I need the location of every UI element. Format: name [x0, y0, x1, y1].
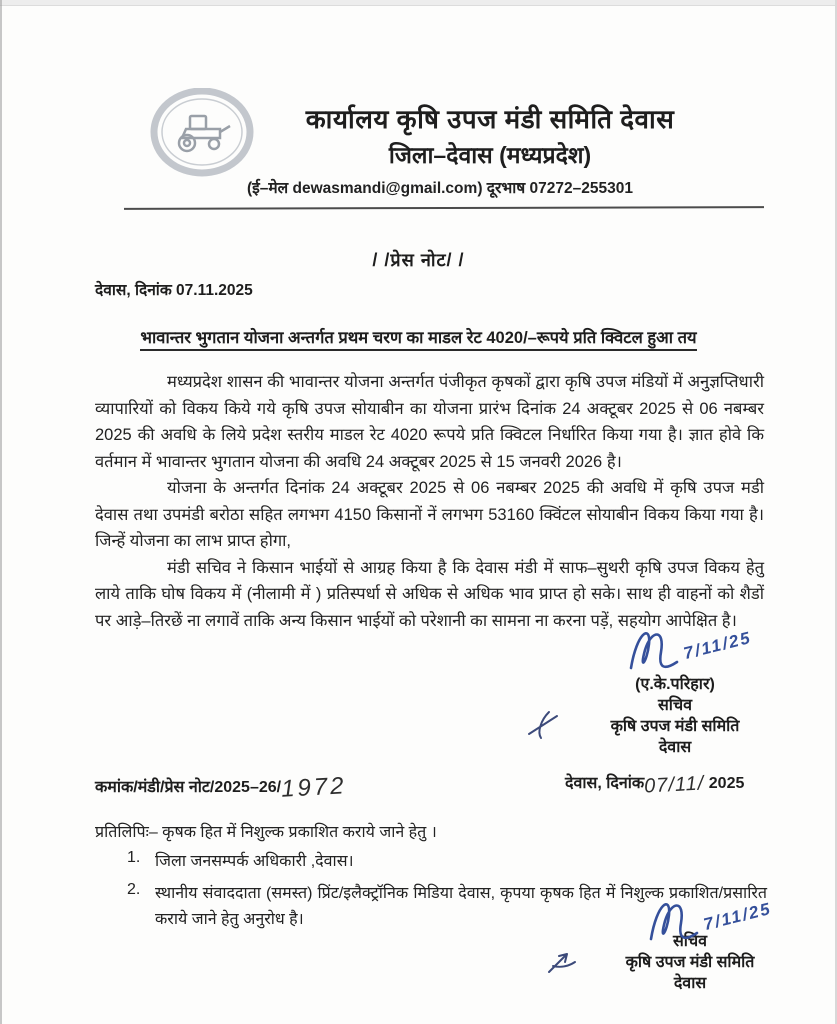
reference-date — [565, 771, 745, 798]
mandi-seal-logo — [150, 88, 254, 180]
signatory-title: सचिव — [672, 933, 708, 950]
copy-item-text: स्थानीय संवाददाता (समस्त) प्रिंट/इलैक्ट्रॉनिक मिडिया देवास, कृपया कृषक हित में निशुल्क प्रकाशित/प्रसारित कराये जाने हेतु अनुरोध है। — [155, 885, 767, 928]
signature-row — [555, 622, 795, 674]
subject-text: भावान्तर भुगतान योजना अन्तर्गत प्रथम चरण का माडल रेट 4020/–रूपये प्रति क्विटल हुआ तय — [140, 329, 696, 351]
pen-arrow-icon — [547, 946, 581, 976]
signatory-place: देवास — [658, 739, 692, 756]
copy-item-1 — [95, 849, 767, 875]
district-line: जिला–देवास (मध्यप्रदेश) — [388, 142, 592, 168]
reference-year: 2025 — [708, 775, 745, 792]
signature-ink-icon — [625, 622, 685, 674]
signature-block-secretary — [555, 622, 795, 758]
handwritten-date: 7/11/25 — [701, 898, 774, 935]
reference-label: कमांक/मंडी/प्रेस नोट/2025–26/ — [95, 779, 282, 796]
signatory-org-text: कृषि उपज मंडी समिति — [610, 718, 740, 735]
paragraph-3: मंडी सचिव ने किसान भाईयों से आग्रह किया है कि देवास मंडी में साफ–सुथरी कृषि उपज विकय हेतु लाये ताकि घोष विकय में (नीलामी में ) प्रतिस्पर्धा से अधिक से अधिक भाव प्राप्त हो सके। साथ ही वाहनों को शैडों पर आड़े–तिरछें ना लगावें ताकि अन्य किसान भाईयों को परेशानी का सामना ना करना पड़ें, सहयोग आपेक्षित है। — [95, 558, 764, 630]
copy-item-number: 2. — [127, 881, 141, 898]
email-prefix: (ई–मेल — [247, 180, 293, 197]
place-date-line: देवास, दिनांक 07.11.2025 — [95, 282, 253, 299]
handwritten-ref-number: 1972 — [280, 772, 348, 803]
signatory-title: सचिव — [657, 697, 693, 714]
org-name: कार्यालय कृषि उपज मंडी समिति देवास — [305, 104, 675, 134]
copy-item-number: 1. — [127, 849, 141, 866]
pen-strike-icon — [527, 710, 561, 740]
email-address: dewasmandi@gmail.com — [292, 180, 478, 197]
copies-heading: प्रतिलिपिः– कृषक हित में निशुल्क प्रकाशित कराये जाने हेतु । — [95, 824, 437, 841]
reference-number — [95, 771, 348, 803]
scan-edge-top — [0, 0, 837, 6]
paragraph-1: मध्यप्रदेश शासन की भावान्तर योजना अन्तर्गत पंजीकृत कृषकों द्वारा कृषि उपज मंडियों में अनुज्ञप्तिधारी व्यापारियों को विकय किये गये कृषि उपज सोयाबीन का योजना प्रारंभ दिनांक 24 अक्टूबर 2025 से 06 नबम्बर 2025 की अवधि के लिये प्रदेश स्तरीय माडल रेट 4020 रूपये प्रति क्विटल निर्धारित किया गया है। ज्ञात होवे कि वर्तमान में भावान्तर भुगतान योजना की अवधि 24 अक्टूबर 2025 से 15 जनवरी 2026 है। — [95, 373, 764, 471]
scan-edge-left — [0, 0, 2, 1024]
seal-tractor-icon — [150, 88, 254, 180]
paragraph-2: योजना के अन्तर्गत दिनांक 24 अक्टूबर 2025 से 06 नबम्बर 2025 की अवधि में कृषि उपज मडी देवास तथा उपमंडी बरोठा सहित लगभग 4150 किसानों नें लगभग 53160 क्विंटल सोयाबीन विकय किया गया है। जिन्हें योजना का लाभ प्राप्त होगा, — [95, 479, 764, 550]
signature-ink-icon — [645, 893, 705, 945]
header-divider — [124, 206, 764, 210]
handwritten-date: 7/11/25 — [681, 627, 754, 664]
press-note-title: / /प्रेस नोट/ / — [372, 250, 465, 270]
contact-line — [130, 176, 750, 198]
signatory-org-text: कृषि उपज मंडी समिति — [625, 954, 755, 971]
signatory-org — [575, 952, 805, 973]
signatory-org — [555, 716, 795, 737]
reference-date-label: देवास, दिनांक — [565, 775, 645, 792]
handwritten-ref-date: 07/11/ — [643, 772, 705, 798]
signatory-place: देवास — [673, 975, 707, 992]
signature-row — [575, 893, 805, 945]
phone-suffix: ) दूरभाष 07272–255301 — [477, 180, 633, 197]
body-text — [95, 369, 764, 634]
signature-block-bottom — [575, 893, 805, 994]
signatory-name: (ए.के.परिहार) — [635, 676, 715, 693]
copy-item-text: जिला जनसम्पर्क अधिकारी ,देवास। — [155, 853, 354, 870]
subject-heading — [0, 325, 837, 348]
